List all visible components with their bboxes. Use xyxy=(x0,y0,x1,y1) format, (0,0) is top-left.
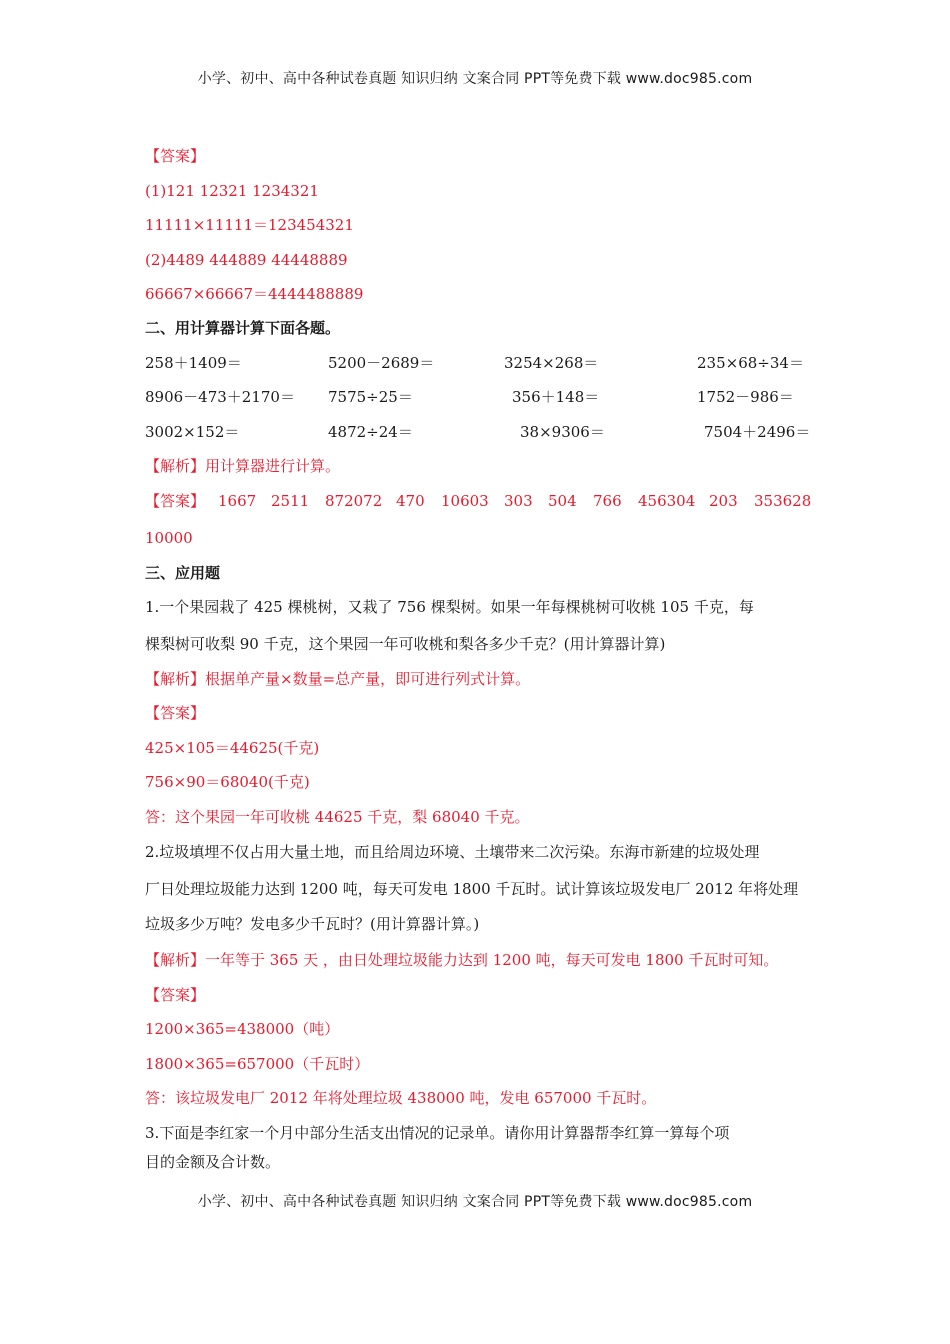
answer-line: 1200×365=438000（吨） xyxy=(145,1020,340,1038)
exercise-cell: 7504＋2496＝ xyxy=(704,423,811,441)
exercise-cell: 7575÷25＝ xyxy=(328,388,413,406)
answer-value: 303 xyxy=(504,492,533,510)
answer-value: 10603 xyxy=(441,492,489,510)
answer-value: 10000 xyxy=(145,529,193,547)
answer-value: 470 xyxy=(396,492,425,510)
answer-line: (2)4489 444889 44448889 xyxy=(145,251,348,269)
exercise-cell: 3254×268＝ xyxy=(504,354,599,372)
answer-line: 1800×365=657000（千瓦时） xyxy=(145,1055,370,1073)
answer-value: 203 xyxy=(709,492,738,510)
answer-value: 2511 xyxy=(271,492,310,510)
exercise-cell: 258＋1409＝ xyxy=(145,354,242,372)
question-text: 3.下面是李红家一个月中部分生活支出情况的记录单。请你用计算器帮李红算一算每个项 xyxy=(145,1124,730,1142)
question-text: 2.垃圾填埋不仅占用大量土地，而且给周边环境、土壤带来二次污染。东海市新建的垃圾处理 xyxy=(145,843,760,861)
exercise-cell: 38×9306＝ xyxy=(520,423,605,441)
answer-value: 504 xyxy=(548,492,577,510)
answer-line: 66667×66667＝4444488889 xyxy=(145,285,364,303)
question-text: 垃圾多少万吨？发电多少千瓦时？(用计算器计算。) xyxy=(145,915,480,933)
answer-line: 425×105＝44625(千克) xyxy=(145,739,320,757)
exercise-cell: 3002×152＝ xyxy=(145,423,240,441)
page-header: 小学、初中、高中各种试卷真题 知识归纳 文案合同 PPT等免费下载 www.doc985.com xyxy=(197,71,753,87)
section-title: 三、应用题 xyxy=(145,564,221,582)
answer-label: 【答案】 xyxy=(145,492,206,510)
answer-line: 756×90＝68040(千克) xyxy=(145,773,310,791)
answer-line: (1)121 12321 1234321 xyxy=(145,182,319,200)
answer-reply: 答：这个果园一年可收桃 44625 千克，梨 68040 千克。 xyxy=(145,808,530,826)
exercise-cell: 235×68÷34＝ xyxy=(697,354,804,372)
answer-value: 872072 xyxy=(325,492,383,510)
exercise-cell: 356＋148＝ xyxy=(512,388,600,406)
analysis-text: 【解析】根据单产量×数量=总产量，即可进行列式计算。 xyxy=(145,670,531,688)
answer-reply: 答：该垃圾发电厂 2012 年将处理垃圾 438000 吨，发电 657000 千瓦时。 xyxy=(145,1089,657,1107)
analysis-text: 【解析】用计算器进行计算。 xyxy=(145,457,341,475)
question-text: 1.一个果园栽了 425 棵桃树，又栽了 756 棵梨树。如果一年每棵桃树可收桃 105 千克，每 xyxy=(145,598,754,616)
exercise-cell: 4872÷24＝ xyxy=(328,423,413,441)
answer-label: 【答案】 xyxy=(145,704,206,722)
analysis-text: 【解析】一年等于 365 天 ，由日处理垃圾能力达到 1200 吨，每天可发电 1800 千瓦时可知。 xyxy=(145,951,779,969)
answer-label: 【答案】 xyxy=(145,986,206,1004)
question-text: 目的金额及合计数。 xyxy=(145,1153,281,1171)
question-text: 厂日处理垃圾能力达到 1200 吨，每天可发电 1800 千瓦时。试计算该垃圾发电厂 2012 年将处理 xyxy=(145,880,799,898)
question-text: 棵梨树可收梨 90 千克，这个果园一年可收桃和梨各多少千克？(用计算器计算) xyxy=(145,635,666,653)
answer-value: 766 xyxy=(593,492,622,510)
answer-value: 456304 xyxy=(638,492,696,510)
answer-value: 353628 xyxy=(754,492,812,510)
answer-label: 【答案】 xyxy=(145,147,206,165)
answer-line: 11111×11111＝123454321 xyxy=(145,216,354,234)
exercise-cell: 8906－473＋2170＝ xyxy=(145,388,295,406)
section-title: 二、用计算器计算下面各题。 xyxy=(145,319,341,337)
page-footer: 小学、初中、高中各种试卷真题 知识归纳 文案合同 PPT等免费下载 www.doc985.com xyxy=(197,1194,753,1210)
exercise-cell: 1752－986＝ xyxy=(697,388,794,406)
exercise-cell: 5200－2689＝ xyxy=(328,354,435,372)
answer-value: 1667 xyxy=(218,492,257,510)
